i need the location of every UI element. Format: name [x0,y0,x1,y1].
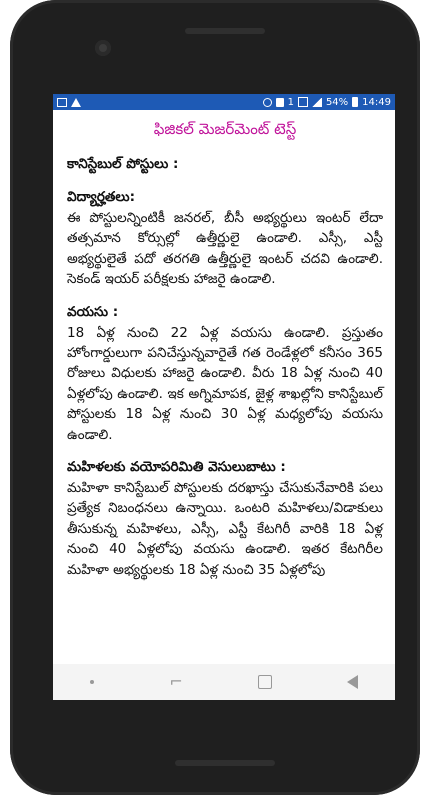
back-icon[interactable] [347,675,358,689]
battery-icon [352,97,358,107]
home-icon[interactable]: ⌐ [169,672,183,691]
section-heading-constable-posts: కానిస్టేబుల్ పోస్టులు : [67,156,179,172]
signal-icon [312,98,322,107]
section-heading-qualifications: విద్యార్హతలు: [67,189,135,205]
screen [53,94,395,700]
clock: 14:49 [362,96,391,108]
nav-dot-icon [90,680,94,684]
section-body-women-age-relaxation: మహిళా కానిస్టేబుల్ పోస్టులకు దరఖాస్తు చేసుకునేవారికి పలు ప్రత్యేక నిబంధనలు ఉన్నాయి. ఒంటరి మహిళలు/విడాకులు తీసుకున్న మహిళలు, ఎస్సీ, ఎస్టీ కేటగిరీ వారికి 18 ఏళ్ల నుంచి 40 ఏళ్లలోపు వయసు ఉండాలి. ఇతర కేటగిరీల మహిళా అభ్యర్థులకు 18 ఏళ్ల నుంచి 35 ఏళ్లలోపు [67,480,383,578]
status-bar [53,94,395,110]
warning-icon [71,98,81,107]
section-heading-age: వయసు : [67,303,119,320]
nfc-icon [298,97,308,107]
image-icon [57,98,67,107]
phone-frame [10,0,420,795]
page-title: ఫిజికల్ మెజర్‌మెంట్ టెస్ట్ [153,120,297,138]
sim-icon [276,98,284,107]
bottom-speaker [175,760,275,766]
sync-icon [263,98,272,107]
navigation-bar [53,664,395,700]
front-camera [95,40,111,56]
battery-percent: 54% [325,96,349,108]
sim-badge: 1 [287,96,294,108]
section-body-qualifications: ఈ పోస్టులన్నింటికీ జనరల్, బీసీ అభ్యర్థులు ఇంటర్ లేదా తత్సమాన కోర్సుల్లో ఉత్తీర్ణులై ఉండాలి. ఎస్సీ, ఎస్టీ అభ్యర్థులైతే పదో తరగతి ఉత్తీర్ణులై ఇంటర్ చదవి ఉండాలి. సెకండ్ ఇయర్ పరీక్షలకు హాజరై ఉండాలి. [67,210,383,288]
section-heading-women-age-relaxation: మహిళలకు వయోపరిమితి వెసులుబాటు : [67,459,286,476]
section-body-age: 18 ఏళ్ల నుంచి 22 ఏళ్ల వయసు ఉండాలి. ప్రస్తుతం హోంగార్డులుగా పనిచేస్తున్నవారైతే గత రెండేళ్లలో కనీసం 365 రోజులు విధులకు హాజరై ఉండాలి. వీరు 18 ఏళ్ల నుంచి 40 ఏళ్లలోపు ఉండాలి. ఇక అగ్నిమాపక, జైళ్ల శాఖల్లోని కానిస్టేబుల్ పోస్టులకు 18 ఏళ్ల నుంచి 30 ఏళ్ల మధ్యలోపు వయసు ఉండాలి. [67,324,383,443]
article-content [53,110,395,580]
earpiece-speaker [185,28,265,34]
recent-apps-icon[interactable] [258,675,272,689]
